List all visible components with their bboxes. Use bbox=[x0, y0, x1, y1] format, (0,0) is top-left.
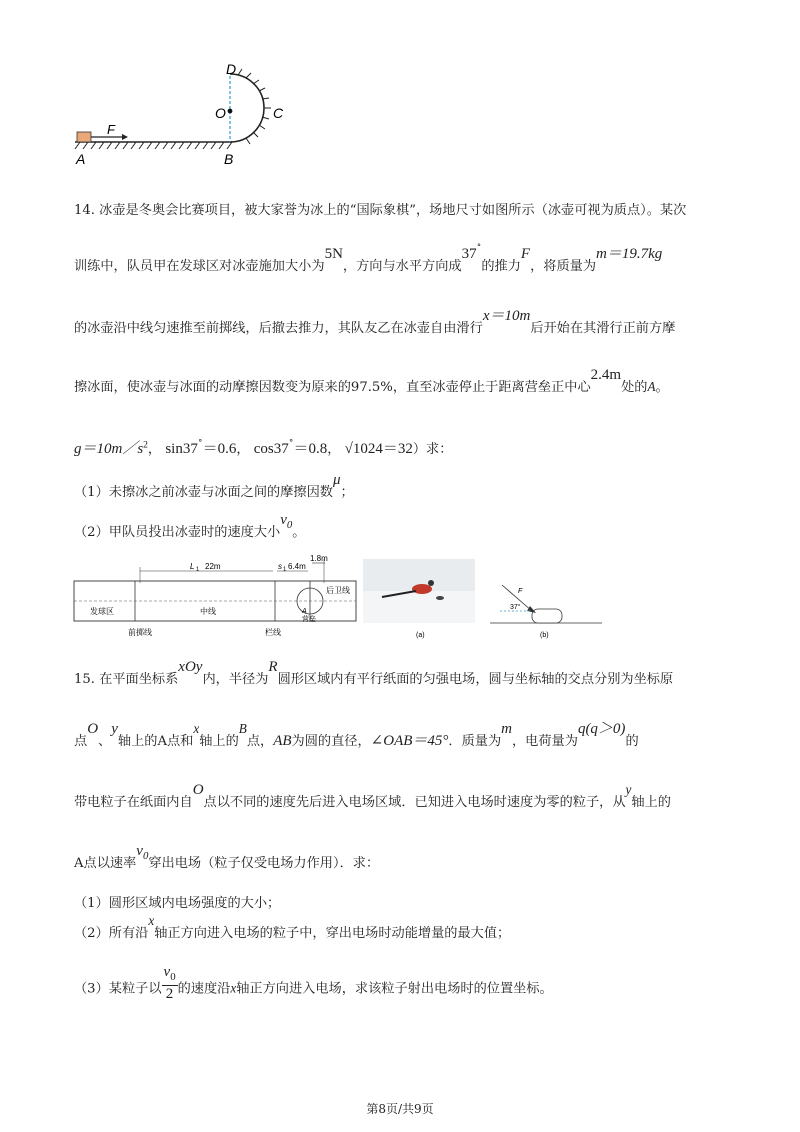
q14-part-2 bbox=[74, 512, 306, 543]
q15-text-1b: 内，半径为 bbox=[202, 672, 269, 687]
q14-distance: 2.4m bbox=[590, 367, 622, 383]
label-C: C bbox=[273, 105, 284, 121]
q15-AB: AB bbox=[273, 733, 292, 749]
q14-sin: sin37 bbox=[165, 441, 198, 457]
q15-line-4 bbox=[74, 843, 380, 874]
page-footer: 第8页/共9页 bbox=[366, 1102, 434, 1116]
q15-part-3-text-b: 的速度沿 bbox=[177, 981, 231, 997]
fig14-L1-sub: 1 bbox=[196, 567, 200, 573]
q14-cos-val: ＝0.8 bbox=[293, 441, 328, 457]
label-F: F bbox=[107, 122, 115, 137]
q15-text-2a: 点 bbox=[74, 734, 88, 749]
q14-text-4b: 处的 bbox=[621, 380, 648, 395]
fig14-F: F bbox=[518, 588, 523, 595]
fig14-hog-line: 栏线 bbox=[265, 628, 281, 637]
q15-part-3 bbox=[74, 964, 553, 1008]
curling-figure bbox=[70, 553, 610, 643]
q15-m: m bbox=[501, 721, 512, 737]
fig14-camp: 营垒 bbox=[302, 616, 316, 623]
q14-g-exp: 2 bbox=[143, 440, 148, 451]
q14-x-value: x＝10m bbox=[482, 308, 531, 324]
q14-text-5end: ）求： bbox=[412, 442, 453, 457]
q15-O2: O bbox=[192, 782, 204, 798]
fig14-A: A bbox=[302, 608, 307, 615]
q15-xoy: xOy bbox=[178, 659, 203, 675]
stone-shape bbox=[532, 609, 562, 623]
q15-text-1c: 圆形区域内有平行纸面的匀强电场，圆与坐标轴的交点分别为坐标原 bbox=[277, 672, 674, 687]
q14-part-1-end: ； bbox=[340, 485, 354, 500]
q14-angle: 37 bbox=[461, 246, 477, 262]
curler-figure bbox=[412, 584, 432, 594]
q15-v0: v bbox=[136, 843, 143, 859]
fig14-zone: 发球区 bbox=[90, 607, 114, 616]
q14-comma-2: ， bbox=[236, 442, 250, 457]
label-B: B bbox=[224, 151, 234, 167]
q15-part-2-x: x bbox=[148, 913, 155, 928]
q14-comma-1: ， bbox=[147, 442, 162, 457]
q14-line-1 bbox=[74, 199, 686, 218]
q15-line-1 bbox=[74, 659, 674, 688]
q15-frac-den: 2 bbox=[165, 985, 174, 1002]
q14-line-4 bbox=[74, 367, 669, 396]
q14-text-2d: ，将质量为 bbox=[530, 259, 597, 274]
q14-A: A bbox=[647, 379, 656, 394]
fig14-s-sub: 1 bbox=[283, 567, 287, 573]
q15-part-3-text-c: 轴正方向进入电场，求该粒子射出电场时的位置坐标。 bbox=[236, 981, 553, 997]
q14-dot: 。 bbox=[655, 380, 669, 395]
fig14-front-line: 前掷线 bbox=[128, 628, 152, 637]
label-O: O bbox=[215, 105, 226, 121]
q15-v0-sub: 0 bbox=[142, 849, 149, 862]
q15-text-2f: 为圆的直径， bbox=[291, 734, 371, 749]
q15-text-3a: 带电粒子在纸面内自 bbox=[74, 795, 193, 810]
fig14-L1: L bbox=[190, 562, 195, 571]
fig14-s: s bbox=[278, 562, 282, 571]
fig14-label-b: (b) bbox=[540, 632, 549, 639]
q14-F: F bbox=[520, 246, 531, 262]
q15-text-4b: 点以速率 bbox=[83, 856, 137, 871]
q15-text-2h: ，电荷量为 bbox=[512, 734, 578, 749]
fig14-back-line: 后卫线 bbox=[326, 586, 350, 595]
q15-y2: y bbox=[625, 782, 632, 797]
fig14-r: 1.8m bbox=[310, 554, 328, 563]
q15-text-4a: A bbox=[74, 856, 84, 871]
q15-R: R bbox=[268, 659, 278, 675]
q15-text-2i: 的 bbox=[625, 734, 639, 749]
q15-fraction bbox=[162, 964, 178, 1002]
q14-part-2-end: 。 bbox=[292, 525, 306, 540]
q15-part-2-text-b: 轴正方向进入电场的粒子中，穿出电场时动能增量的最大值； bbox=[154, 926, 511, 941]
q15-part-3-x: x bbox=[230, 980, 237, 996]
q14-mu: μ bbox=[332, 472, 341, 488]
q15-text-2b: 、 bbox=[98, 734, 112, 749]
fig14-L1-val: 22m bbox=[205, 562, 221, 571]
q15-y: y bbox=[111, 721, 118, 737]
q15-text-1a: 15. 在平面坐标系 bbox=[74, 672, 179, 687]
q15-O: O bbox=[87, 721, 99, 737]
fig14-s-val: 6.4m bbox=[288, 562, 306, 571]
q15-B: B bbox=[238, 721, 247, 736]
q15-frac-num: v bbox=[163, 964, 171, 980]
q14-mass: m＝19.7kg bbox=[596, 246, 663, 262]
label-A: A bbox=[76, 151, 86, 167]
svg-text:L bbox=[190, 562, 194, 571]
q15-line-2 bbox=[74, 721, 639, 750]
q14-line-5: $g=10m/s^2$， sin37˚＝0.6， cos37˚＝0.8， √1024＝32）求： bbox=[74, 439, 453, 457]
fig14-label-a: (a) bbox=[416, 632, 425, 639]
fig14-angle: 37° bbox=[510, 604, 521, 611]
q15-frac-sub: 0 bbox=[170, 970, 176, 983]
fig14-mid: 中线 bbox=[200, 607, 216, 616]
q15-part-1 bbox=[74, 892, 280, 911]
q15-angle: ∠OAB＝45° bbox=[370, 733, 449, 749]
q15-line-3 bbox=[74, 782, 671, 811]
q15-part-2-text-a: （2）所有沿 bbox=[74, 926, 149, 941]
q14-text-3b: 后开始在其滑行正前方摩 bbox=[530, 321, 676, 336]
q14-text-2c: 的推力 bbox=[481, 259, 521, 274]
q15-q: q(q＞0) bbox=[577, 721, 626, 737]
q14-force-value: 5N bbox=[324, 246, 343, 262]
q15-text-3b: 点以不同的速度先后进入电场区域．已知进入电场时速度为零的粒子，从 bbox=[203, 795, 626, 810]
q14-text-1: 14. 冰壶是冬奥会比赛项目，被大家誉为冰上的“国际象棋”，场地尺寸如图所示（冰壶可视为质点）。某次 bbox=[74, 203, 687, 218]
q14-text-2a: 训练中，队员甲在发球区对冰壶施加大小为 bbox=[74, 259, 325, 274]
q15-part-2 bbox=[74, 913, 511, 941]
q14-sqrt: √1024＝32 bbox=[344, 441, 413, 457]
q14-part-1 bbox=[74, 472, 354, 501]
q15-part-1-text: （1）圆形区域内电场强度的大小； bbox=[74, 896, 281, 911]
q14-line-3 bbox=[74, 308, 676, 337]
q15-text-2c: 轴上的A点和 bbox=[117, 734, 194, 749]
q15-text-2d: 轴上的 bbox=[199, 734, 239, 749]
q14-text-2b: ，方向与水平方向成 bbox=[342, 259, 462, 274]
q14-cos: cos37 bbox=[253, 441, 289, 457]
label-D: D bbox=[226, 61, 237, 77]
q14-line-2: 训练中，队员甲在发球区对冰壶施加大小为5N，方向与水平方向成37˚的推力F，将质量为m＝19.7kg bbox=[74, 244, 663, 274]
q15-part-3-text-a: （3）某粒子以 bbox=[74, 981, 162, 997]
q14-g: g＝10m／s bbox=[74, 441, 144, 457]
q15-text-2e: 点， bbox=[246, 734, 274, 749]
q14-v0-sub: 0 bbox=[286, 518, 293, 531]
q14-text-3a: 的冰壶沿中线匀速推至前掷线，后撤去推力，其队友乙在冰壶自由滑行 bbox=[74, 321, 483, 336]
q15-text-3c: 轴上的 bbox=[631, 795, 671, 810]
track-figure bbox=[70, 58, 310, 173]
q14-sin-val: ＝0.6 bbox=[202, 441, 237, 457]
q14-part-2-text: （2）甲队员投出冰壶时的速度大小 bbox=[74, 525, 281, 540]
q15-x: x bbox=[193, 721, 200, 736]
q15-text-2g: ．质量为 bbox=[448, 734, 502, 749]
q14-part-1-text: （1）未擦冰之前冰壶与冰面之间的摩擦因数 bbox=[74, 485, 333, 500]
q14-text-4a: 擦冰面，使冰壶与冰面的动摩擦因数变为原来的97.5%，直至冰壶停止于距离营垒正中心 bbox=[74, 380, 591, 395]
q15-text-4c: 穿出电场（粒子仅受电场力作用）．求： bbox=[148, 856, 380, 871]
q14-comma-3: ， bbox=[327, 442, 341, 457]
q14-v0: v bbox=[280, 512, 287, 528]
